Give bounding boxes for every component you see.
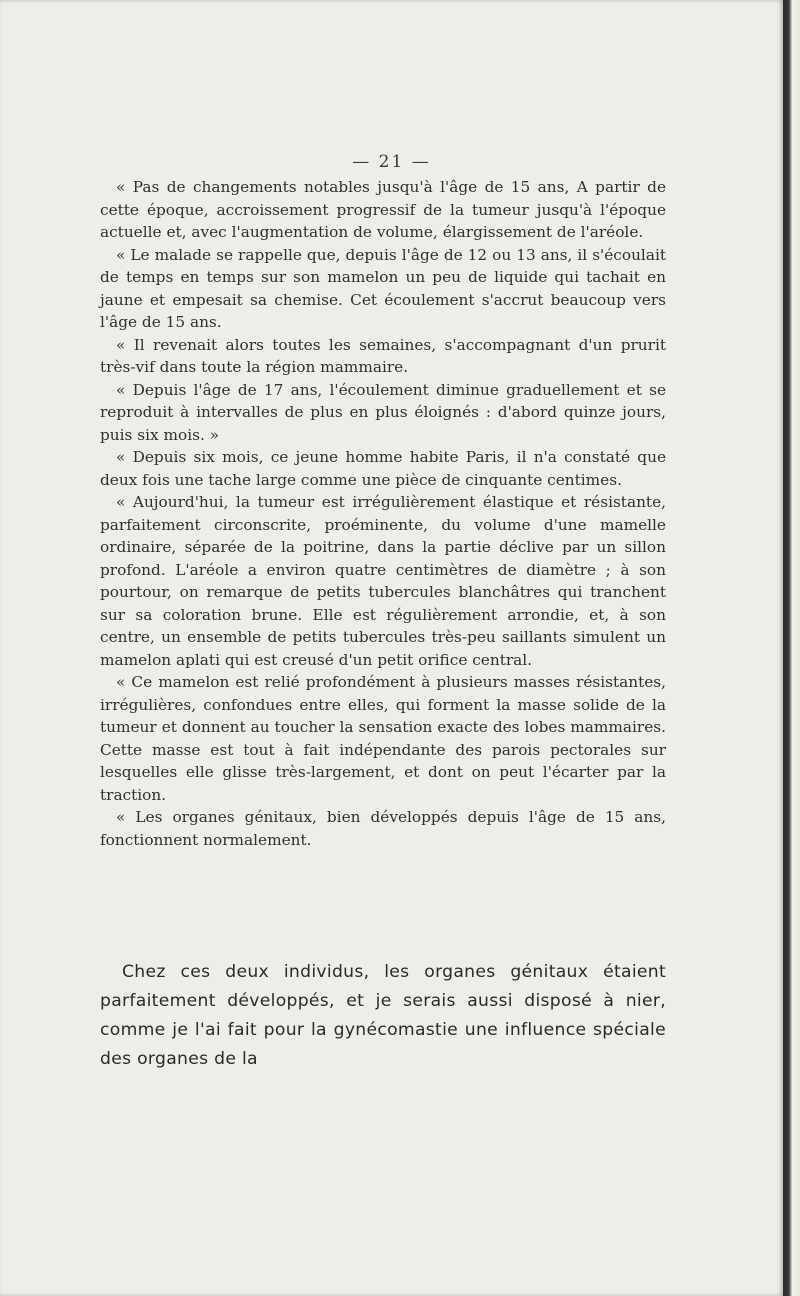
paragraph: « Pas de changements notables jusqu'à l'âge de 15 ans, A partir de cette époque, accroissement progressif de la tumeur jusqu'à l'époque actuelle et, avec l'augmentation de volume, élargissement de l'aréole. [100,178,666,241]
paragraph: « Le malade se rappelle que, depuis l'âge de 12 ou 13 ans, il s'écoulait de temps en temps sur son mamelon un peu de liquide qui tachait en jaune et empesait sa chemise. Cet écoulement s'accrut beaucoup vers l'âge de 15 ans. [100,245,666,331]
paragraph: « Depuis six mois, ce jeune homme habite Paris, il n'a constaté que deux fois une tache large comme une pièce de cinquante centimes. [100,448,666,489]
page-body [100,176,666,851]
page-number: — 21 — [352,152,431,172]
paragraph: « Depuis l'âge de 17 ans, l'écoulement diminue graduellement et se reproduit à intervalles de plus en plus éloignés : d'abord quinze jours, puis six mois. » [100,380,666,444]
paragraph: « Aujourd'hui, la tumeur est irrégulièrement élastique et résistante, parfaitement circonscrite, proéminente, du volume d'une mamelle ordinaire, séparée de la poitrine, dans la partie déclive par un sillon profond. L'aréole a environ quatre centimètres de diamètre ; à son pourtour, on remarque de petits tubercules blanchâtres qui tranchent sur sa coloration brune. Elle est régulièrement arrondie, et, à son centre, un ensemble de petits tubercules très-peu saillants simulent un mamelon aplati qui est creusé d'un petit orifice central. [100,493,666,669]
paragraph: « Ce mamelon est relié profondément à plusieurs masses résistantes, irrégulières, confondues entre elles, qui forment la masse solide de la tumeur et donnent au toucher la sensation exacte des lobes mammaires. Cette masse est tout à fait indépendante des parois pectorales sur lesquelles elle glisse très-largement, et dont on peut l'écarter par la traction. [100,673,666,804]
closing-paragraph-block [100,958,666,1074]
page-edge [783,0,800,1296]
closing-paragraph: Chez ces deux individus, les organes génitaux étaient parfaitement développés, et je serais aussi disposé à nier, comme je l'ai fait pour la gynécomastie une influence spéciale des organes de la [100,962,666,1069]
paragraph: « Il revenait alors toutes les semaines, s'accompagnant d'un prurit très-vif dans toute la région mammaire. [100,335,666,376]
paragraph: « Les organes génitaux, bien développés depuis l'âge de 15 ans, fonctionnent normalement. [100,808,666,849]
